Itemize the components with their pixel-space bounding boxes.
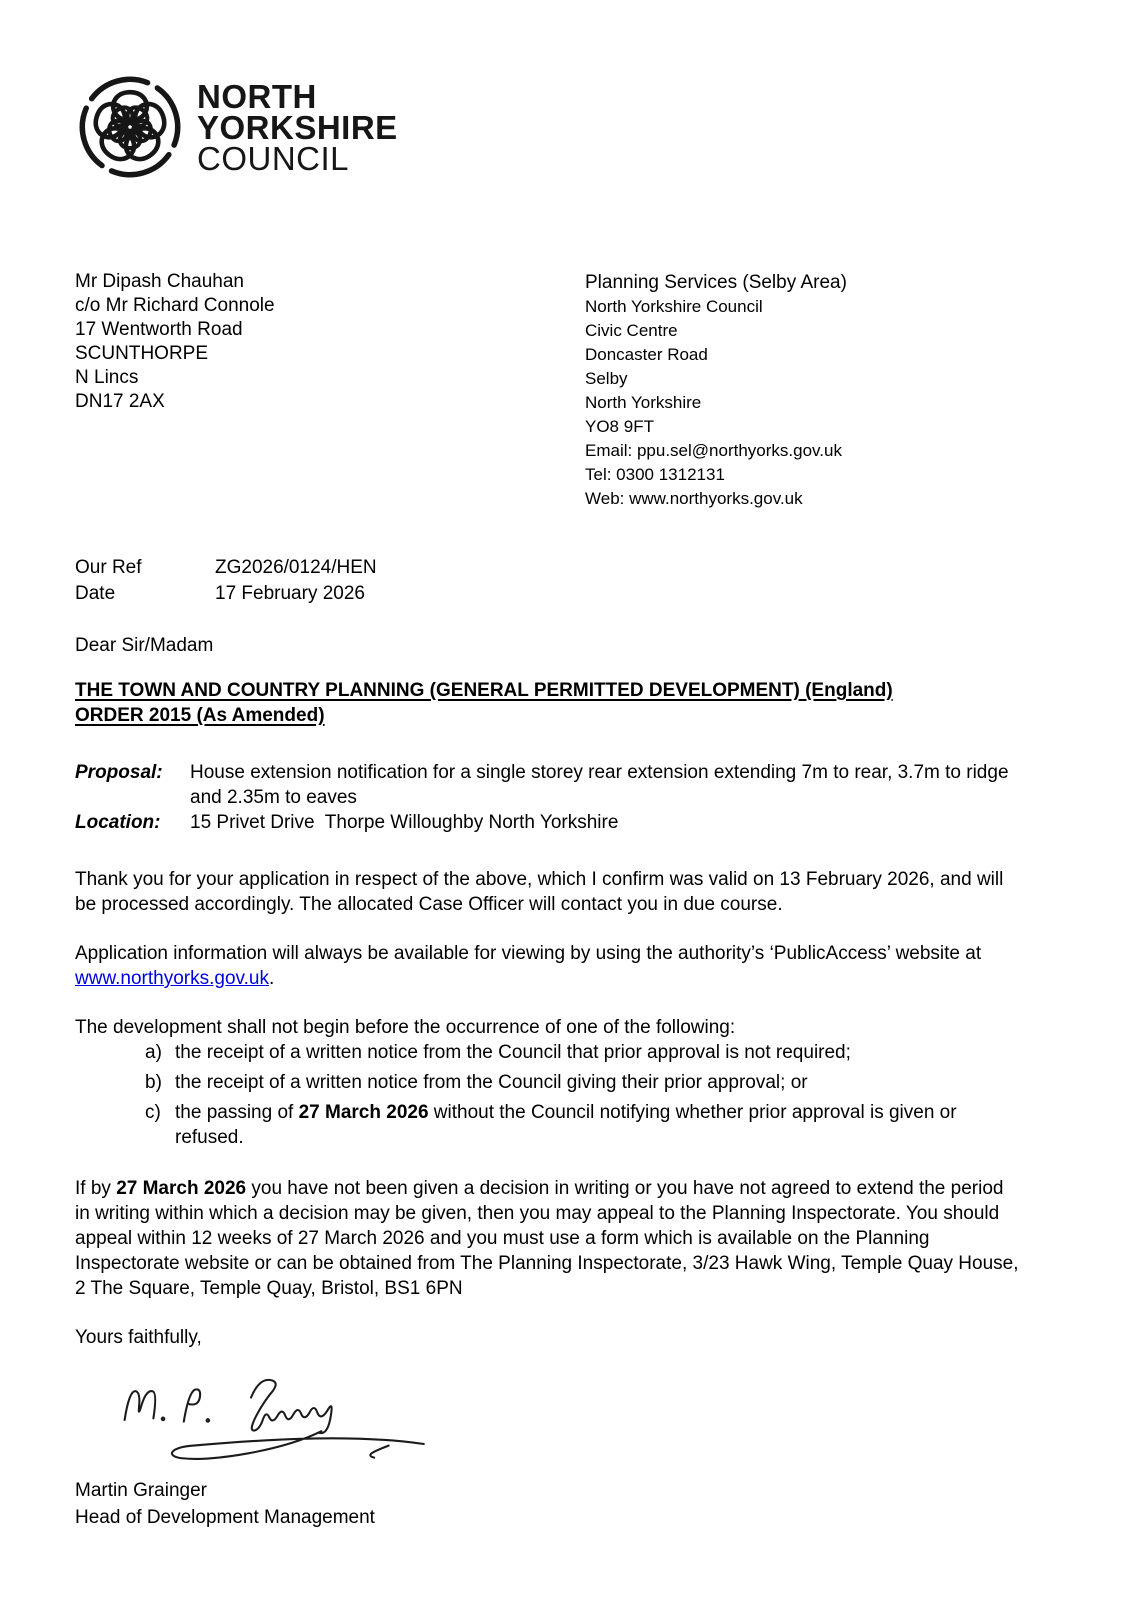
- list-item: [75, 1040, 1021, 1065]
- list-text-bold: 27 March 2026: [298, 1102, 429, 1123]
- list-item: [75, 1070, 1021, 1095]
- paragraph-text: .: [268, 968, 275, 989]
- paragraph-text: If by: [75, 1178, 117, 1199]
- recipient-line: DN17 2AX: [75, 391, 165, 412]
- website-link[interactable]: www.northyorks.gov.uk: [75, 968, 269, 989]
- date-label: Date: [75, 583, 116, 604]
- list-text: the passing of: [175, 1102, 299, 1123]
- logo-word-council: COUNCIL: [197, 139, 350, 177]
- date-row: [75, 581, 1021, 607]
- recipient-line: SCUNTHORPE: [75, 343, 209, 364]
- signatory-block: [75, 1477, 1021, 1531]
- yorkshire-rose-logo-icon: [75, 72, 185, 182]
- list-marker: c): [145, 1102, 161, 1123]
- sender-line: Selby: [585, 369, 628, 388]
- deadline-date-bold: 27 March 2026: [116, 1178, 247, 1199]
- address-section: [75, 270, 1021, 511]
- sender-line: North Yorkshire: [585, 393, 702, 412]
- our-ref-value: ZG2026/0124/HEN: [215, 557, 377, 578]
- signatory-title: Head of Development Management: [75, 1507, 375, 1528]
- list-text: the receipt of a written notice from the Council giving their prior approval; or: [175, 1072, 808, 1093]
- sender-phone: Tel: 0300 1312131: [585, 465, 725, 484]
- paragraph-appeal: [75, 1176, 1021, 1301]
- sender-line: Doncaster Road: [585, 345, 708, 364]
- sender-line: YO8 9FT: [585, 417, 654, 436]
- proposal-value: House extension notification for a single storey rear extension extending 7m to rear, 3.7m to ridge and 2.35m to eaves: [190, 762, 1014, 808]
- list-text: without the Council notifying whether prior approval is given or refused.: [175, 1102, 957, 1148]
- location-row: [75, 810, 1021, 835]
- our-ref-row: [75, 555, 1021, 581]
- sender-email: Email: ppu.sel@northyorks.gov.uk: [585, 441, 842, 460]
- list-text: the receipt of a written notice from the Council that prior approval is not required;: [175, 1042, 851, 1063]
- sender-address: [585, 270, 1021, 511]
- heading-line: ORDER 2015 (As Amended): [75, 705, 325, 726]
- date-value: 17 February 2026: [215, 583, 365, 604]
- logo-word-north: NORTH: [197, 77, 317, 115]
- conditions-intro: The development shall not begin before the occurrence of one of the following:: [75, 1017, 736, 1038]
- reference-block: [75, 555, 1021, 607]
- conditions-list: [75, 1040, 1021, 1150]
- letter-heading: [75, 678, 1021, 728]
- paragraph-text: you have not been given a decision in writing or you have not agreed to extend the period in writing within which a decision may be given, then you may appeal to the Planning Inspectorate. You should appeal within 12 weeks of 27 March 2026 and you must use a form which is available on the Planning Inspectorate website or can be obtained from The Planning Inspectorate, 3/23 Hawk Wing, Temple Quay House, 2 The Square, Temple Quay, Bristol, BS1 6PN: [75, 1178, 1019, 1299]
- recipient-line: N Lincs: [75, 367, 139, 388]
- location-value: 15 Privet Drive Thorpe Willoughby North Yorkshire: [190, 812, 619, 833]
- list-marker: b): [145, 1072, 162, 1093]
- sender-website: Web: www.northyorks.gov.uk: [585, 489, 803, 508]
- logo-word-yorkshire: YORKSHIRE: [197, 108, 398, 146]
- list-marker: a): [145, 1042, 162, 1063]
- sender-department: Planning Services (Selby Area): [585, 272, 847, 293]
- paragraph-validity: Thank you for your application in respect of the above, which I confirm was valid on 13 February 2026, and will be processed accordingly. The allocated Case Officer will contact you in due course.: [75, 869, 1004, 915]
- signatory-name: Martin Grainger: [75, 1480, 207, 1501]
- our-ref-label: Our Ref: [75, 557, 142, 578]
- heading-line: THE TOWN AND COUNTRY PLANNING (GENERAL PERMITTED DEVELOPMENT) (England): [75, 680, 893, 701]
- paragraph-public-access: [75, 941, 1021, 991]
- salutation: Dear Sir/Madam: [75, 635, 214, 656]
- application-details: [75, 760, 1021, 835]
- paragraph-conditions: [75, 1015, 1021, 1150]
- recipient-line: Mr Dipash Chauhan: [75, 271, 244, 292]
- valediction: Yours faithfully,: [75, 1327, 202, 1348]
- paragraph-text: Application information will always be available for viewing by using the authority’s ‘PublicAccess’ website at: [75, 943, 982, 964]
- proposal-row: [75, 760, 1021, 810]
- handwritten-signature: [75, 1356, 475, 1468]
- proposal-label: Proposal:: [75, 762, 163, 783]
- list-item: [75, 1100, 1021, 1150]
- location-label: Location:: [75, 812, 161, 833]
- recipient-line: c/o Mr Richard Connole: [75, 295, 275, 316]
- logo-wordmark: [197, 77, 398, 177]
- letterhead: [75, 72, 1021, 182]
- sender-line: North Yorkshire Council: [585, 297, 763, 316]
- recipient-line: 17 Wentworth Road: [75, 319, 243, 340]
- recipient-address: [75, 270, 585, 511]
- sender-line: Civic Centre: [585, 321, 678, 340]
